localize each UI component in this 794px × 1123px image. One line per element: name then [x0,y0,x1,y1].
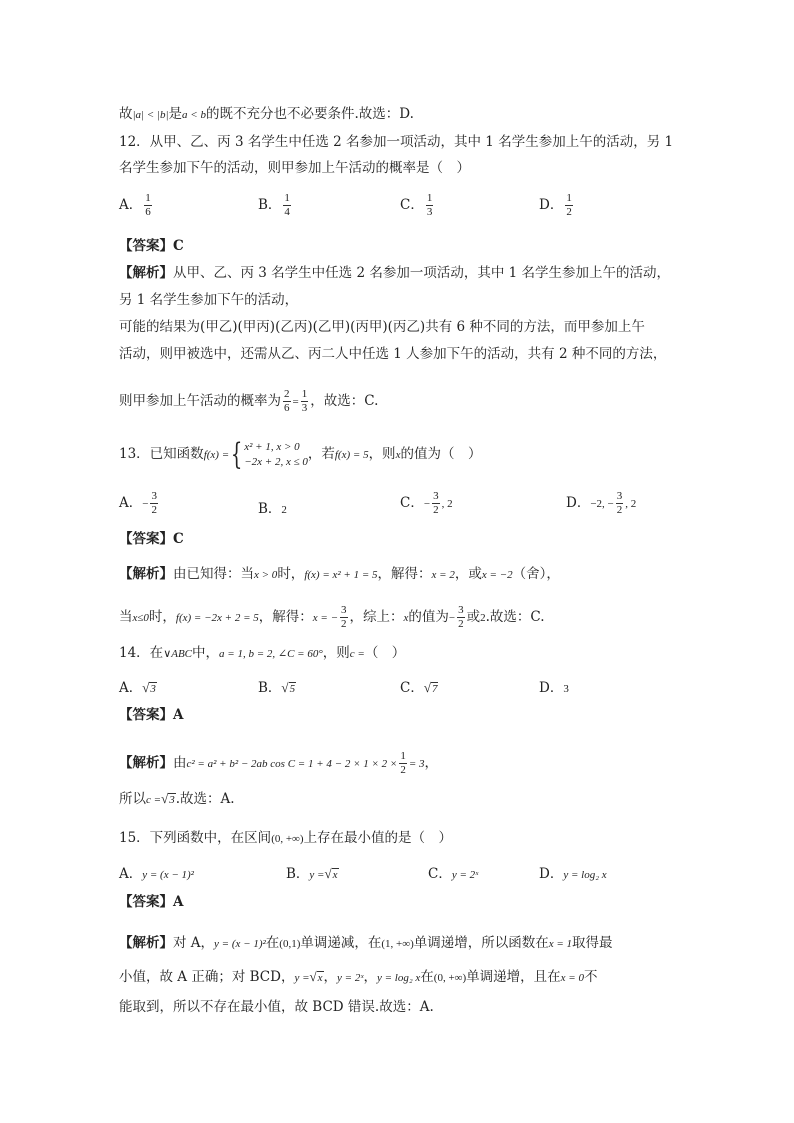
math-function: f(x) = [203,449,230,461]
option-value: 2 [281,504,287,516]
fraction [457,604,465,631]
math: y = [294,972,310,984]
math: ∨ABC [163,648,193,660]
math-interval: (1, +∞) [381,938,414,950]
q12-analysis-line1 [119,264,670,282]
text: 所以 [119,791,146,807]
text: 15．下列函数中，在区间 [119,830,272,846]
fraction [340,604,348,631]
option-label: B． [258,501,282,517]
fraction [426,192,434,219]
math: c² = a² + b² − 2ab cos C = 1 + 4 − 2 × 1 × 2 × [186,758,398,770]
option-value: y = (x − 1)² [142,869,194,881]
numerator: 3 [433,490,439,502]
radicand: 5 [289,683,296,695]
text: .故选：C. [485,609,545,625]
math: 2 [480,612,486,624]
q14-analysis-line2 [119,790,235,809]
numerator: 3 [458,604,464,616]
text: 故 [119,106,133,122]
q14-analysis-line1 [119,750,438,777]
numerator: 1 [566,192,572,204]
fraction [616,490,624,517]
text: 在 [420,969,434,985]
option-label: A． [119,680,143,696]
text: , 2 [625,498,637,510]
math: y = log₂ x [376,972,421,984]
text: 单调递减，在 [300,935,382,951]
math: x = 2 [431,569,455,581]
text: 时， [277,566,305,582]
option-label: D． [539,197,564,213]
math: = 3 [408,758,425,770]
text: 不 [583,969,598,985]
q12-option-d [539,192,575,219]
option-label: C． [400,680,424,696]
text: ，解得： [377,566,432,582]
radicand: x [317,972,323,984]
denominator: 4 [284,206,290,218]
q12-stem-line1: 12．从甲、乙、丙 3 名学生中任选 2 名参加一项活动，其中 1 名学生参加上午的活动，另 1 [119,134,674,150]
numerator: 3 [616,490,623,502]
option-label: D． [539,680,564,696]
text: 上存在最小值的是（ ） [303,830,453,846]
fraction [432,490,440,517]
math-var: x [395,449,401,461]
fraction [301,388,309,415]
numerator: 3 [151,490,157,502]
q12-analysis-line2: 另 1 名学生参加下午的活动， [119,292,299,308]
q14-option-a [119,679,157,698]
math-abs-inequality: |a| < |b| [132,109,169,121]
option-label: D． [566,495,591,511]
fraction [283,388,291,415]
math: x > 0 [254,569,278,581]
denominator: 2 [458,618,464,630]
math: y = [309,869,325,881]
case-2: −2x + 2, x ≤ 0 [244,455,308,468]
q15-option-d [539,865,607,884]
q15-option-c [428,865,478,884]
text: .故选：A. [175,791,235,807]
fraction [399,750,407,777]
option-label: B． [258,680,282,696]
text: ，则 [322,645,350,661]
option-label: A． [119,866,143,882]
text: ， [323,969,338,985]
text: 由已知得：当 [173,566,254,582]
option-label: A． [119,197,143,213]
numerator: 3 [341,604,347,616]
q13-stem [119,432,481,476]
q12-answer: 【答案】C [119,238,184,254]
q14-option-d [539,679,569,698]
text: ，若 [307,446,335,462]
q15-stem [119,829,452,848]
q13-option-b [258,500,287,519]
minus: − [448,612,456,624]
q13-analysis-line2 [119,604,545,631]
sqrt: √7 [423,680,438,695]
analysis-label: 【解析】 [119,265,173,281]
option-label: C． [428,866,452,882]
option-label: B． [258,197,282,213]
numerator: 1 [426,192,433,204]
text: , 2 [441,498,453,510]
denominator: 2 [400,764,406,776]
q13-option-c [400,490,453,517]
q14-answer: 【答案】A [119,707,184,723]
math: y = (x − 1)² [214,938,266,950]
case-1: x² + 1, x > 0 [244,440,300,453]
q14-stem [119,644,405,663]
option-value: y = log₂ x [563,869,607,881]
math: x = 0 [560,972,584,984]
text: ，解得： [258,609,313,625]
option-label: D． [539,866,564,882]
text: 取得最 [572,935,613,951]
text: 或 [466,609,481,625]
q12-option-b [258,192,293,219]
q12-analysis-line3: 可能的结果为(甲乙)(甲丙)(乙丙)(乙甲)(丙甲)(丙乙)共有 6 种不同的方法，而甲参加上午 [119,319,645,335]
math: x [403,612,409,624]
minus: − [423,498,431,510]
q15-analysis-line2 [119,968,597,987]
text: 单调递增，所以函数在 [413,935,549,951]
q15-analysis-line3: 能取到，所以不存在最小值，故 BCD 错误.故选：A. [119,999,434,1015]
text: ， [363,969,377,985]
denominator: 6 [145,206,151,218]
analysis-label: 【解析】 [119,935,173,951]
option-value: 3 [563,683,569,695]
piecewise-cases [244,440,308,470]
q13-answer: 【答案】C [119,531,184,547]
sqrt: √x [309,969,323,984]
text: 单调递增，且在 [466,969,561,985]
math: y = 2ˣ [337,972,364,984]
denominator: 2 [566,206,572,218]
brace: { [230,436,243,472]
text: 13．已知函数 [119,446,204,462]
q15-answer: 【答案】A [119,894,184,910]
text: 则甲参加上午活动的概率为 [119,393,281,409]
q13-option-d [566,490,636,517]
text: ，故选：C. [310,393,379,409]
analysis-label: 【解析】 [119,566,173,582]
analysis-label: 【解析】 [119,755,173,771]
text: 的值为（ ） [400,446,482,462]
text: ，或 [454,566,482,582]
radicand: 7 [431,683,438,695]
text: −2, − [590,498,614,510]
option-value: y = 2ˣ [451,869,479,881]
text: （舍）， [512,566,560,582]
numerator: 1 [284,192,290,204]
option-label: B． [286,866,310,882]
math: a = 1, b = 2, ∠C = 60° [219,648,323,660]
text: 中， [192,645,220,661]
text: 是 [168,106,183,122]
denominator: 3 [301,402,308,414]
text: （ ） [364,645,406,661]
text: 当 [119,609,133,625]
numerator: 2 [284,388,290,400]
q12-stem-line2: 名学生参加下午的活动，则甲参加上午活动的概率是（ ） [119,160,470,176]
q15-option-b [286,865,339,884]
fraction [283,192,291,219]
radicand: x [332,869,338,881]
denominator: 2 [616,504,623,516]
math-condition: f(x) = 5 [334,449,369,461]
math: x = −2 [481,569,513,581]
math: c = [146,794,162,806]
option-label: C． [400,197,424,213]
math-interval: (0, +∞) [433,972,467,984]
fraction [565,192,573,219]
text: ，则 [368,446,396,462]
q12-option-a [119,192,154,219]
sqrt: √5 [281,680,296,695]
math-interval: (0, +∞) [271,833,304,845]
text: ， [424,755,439,771]
text: ，综上： [349,609,404,625]
q14-option-c [400,679,438,698]
denominator: 6 [284,402,290,414]
math: x≤0 [132,612,149,624]
sqrt: √3 [142,680,156,695]
option-label: A． [119,495,143,511]
equals-sign: = [292,396,299,408]
text: 14．在 [119,645,164,661]
text: 的既不充分也不必要条件.故选：D. [205,106,414,122]
text: 对 A， [173,935,215,951]
q15-option-a [119,865,194,884]
text: 小值，故 A 正确；对 BCD， [119,969,295,985]
text: 从甲、乙、丙 3 名学生中任选 2 名参加一项活动，其中 1 名学生参加上午的活动， [173,265,671,281]
radicand: 3 [150,683,156,695]
denominator: 2 [433,504,439,516]
denominator: 2 [151,504,157,516]
math: x = 1 [548,938,573,950]
radicand: 3 [169,794,175,806]
sqrt: √3 [161,791,175,806]
text: 时， [148,609,176,625]
minus: − [142,498,149,510]
option-label: C． [400,495,424,511]
text: 由 [173,755,187,771]
q12-analysis-line5 [119,388,378,415]
text: 在 [265,935,280,951]
text: 的值为 [408,609,449,625]
q14-option-b [258,679,296,698]
q13-option-a [119,490,160,517]
sqrt: √x [324,866,338,881]
denominator: 2 [341,618,347,630]
fraction [144,192,152,219]
math: f(x) = −2x + 2 = 5 [175,612,259,624]
q12-option-c [400,192,435,219]
numerator: 1 [145,192,151,204]
denominator: 3 [426,206,433,218]
math: f(x) = x² + 1 = 5 [304,569,378,581]
q12-analysis-line4: 活动，则甲被选中，还需从乙、丙二人中任选 1 人参加下午的活动，共有 2 种不同的方法， [119,346,667,362]
q13-analysis-line1 [119,565,560,584]
math: x = − [312,612,338,624]
q11-conclusion [119,105,414,124]
fraction [150,490,158,517]
math-inequality: a < b [182,109,206,121]
numerator: 1 [301,388,308,400]
numerator: 1 [400,750,406,762]
math-interval: (0,1) [279,938,301,950]
q15-analysis-line1 [119,934,613,953]
math: c = [349,648,365,660]
